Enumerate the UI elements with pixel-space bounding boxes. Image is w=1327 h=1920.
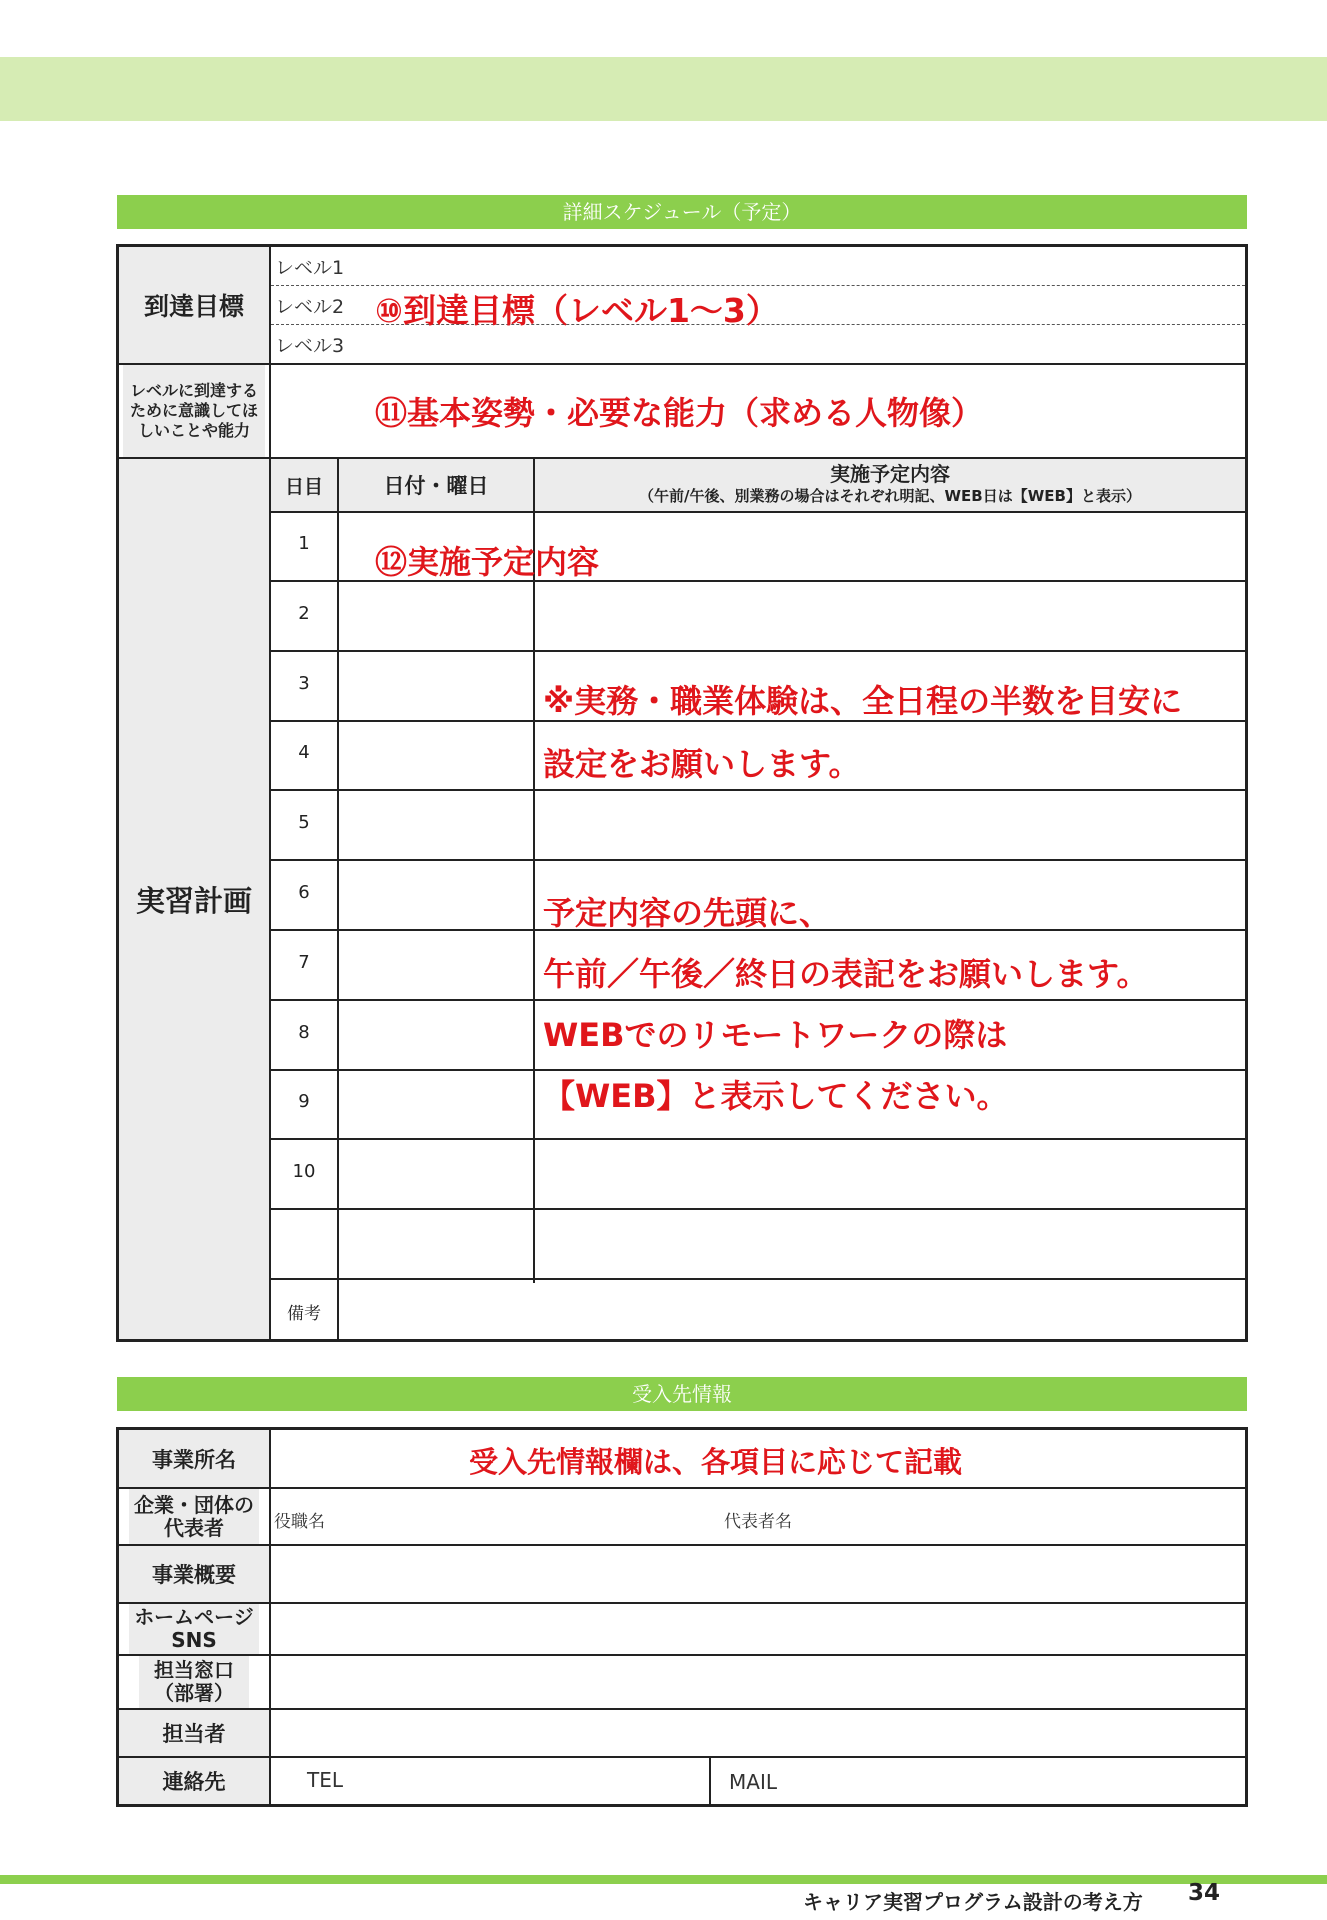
host-row-sub: 代表者名 xyxy=(724,1512,792,1532)
host-row-label: 企業・団体の代表者 xyxy=(129,1489,259,1544)
day-number: 5 xyxy=(298,812,310,833)
host-row-sub: TEL xyxy=(307,1768,343,1792)
instruction-line: 午前／午後／終日の表記をお願いします。 xyxy=(543,955,1149,993)
instruction-line: ※実務・職業体験は、全日程の半数を目安に xyxy=(543,682,1183,720)
host-row-label: 担当者 xyxy=(119,1710,269,1756)
goal-label: 到達目標 xyxy=(119,247,269,363)
day-number: 3 xyxy=(298,673,310,694)
schedule-section-title: 詳細スケジュール（予定） xyxy=(117,195,1247,229)
footer-title: キャリア実習プログラム設計の考え方 xyxy=(803,1890,1143,1914)
host-row-label: ホームページSNS xyxy=(129,1604,259,1654)
page-number: 34 xyxy=(1188,1880,1221,1906)
host-row-label: 連絡先 xyxy=(119,1758,269,1804)
level-3-label: レベル3 xyxy=(275,335,345,357)
host-row-label: 事業所名 xyxy=(119,1430,269,1487)
instruction-line: 【WEB】と表示してください。 xyxy=(543,1077,1009,1115)
header-band xyxy=(0,57,1327,121)
plan-label: 実習計画 xyxy=(119,459,269,1339)
host-row-sub: MAIL xyxy=(729,1770,777,1794)
ability-label: レベルに到達するために意識してほしいことや能力 xyxy=(123,365,265,457)
level-2-label: レベル2 xyxy=(275,296,345,318)
plan-note: ⑫実施予定内容 xyxy=(375,543,600,581)
host-info-table xyxy=(116,1427,1248,1807)
day-number: 8 xyxy=(298,1022,310,1043)
day-number: 2 xyxy=(298,603,310,624)
day-number: 10 xyxy=(292,1161,316,1182)
remarks-label: 備考 xyxy=(287,1304,321,1324)
schedule-table xyxy=(116,244,1248,1342)
day-number: 1 xyxy=(298,533,310,554)
ability-note: ⑪基本姿勢・必要な能力（求める人物像） xyxy=(375,394,984,432)
host-row-label: 担当窓口（部署） xyxy=(139,1656,249,1708)
day-number: 6 xyxy=(298,882,310,903)
host-section-title: 受入先情報 xyxy=(117,1377,1247,1411)
col-content-header xyxy=(535,459,1245,511)
level-1-label: レベル1 xyxy=(275,257,345,279)
host-row-sub: 役職名 xyxy=(274,1512,325,1532)
host-note: 受入先情報欄は、各項目に応じて記載 xyxy=(469,1445,963,1479)
col-day-header: 日目 xyxy=(271,459,337,511)
host-row-label: 事業概要 xyxy=(119,1546,269,1602)
instruction-line: WEBでのリモートワークの際は xyxy=(543,1016,1008,1054)
col-content-subtitle: （午前/午後、別業務の場合はそれぞれ明記、WEB日は【WEB】と表示） xyxy=(639,487,1141,505)
day-number: 4 xyxy=(298,742,310,763)
day-number: 7 xyxy=(298,952,310,973)
instruction-line: 予定内容の先頭に、 xyxy=(543,894,832,932)
col-content-title: 実施予定内容 xyxy=(830,462,950,486)
day-number: 9 xyxy=(298,1091,310,1112)
col-date-header: 日付・曜日 xyxy=(339,459,533,511)
goal-note: ⑩到達目標（レベル1～3） xyxy=(375,291,779,330)
instruction-line: 設定をお願いします。 xyxy=(543,745,861,783)
footer-divider xyxy=(0,1875,1327,1884)
